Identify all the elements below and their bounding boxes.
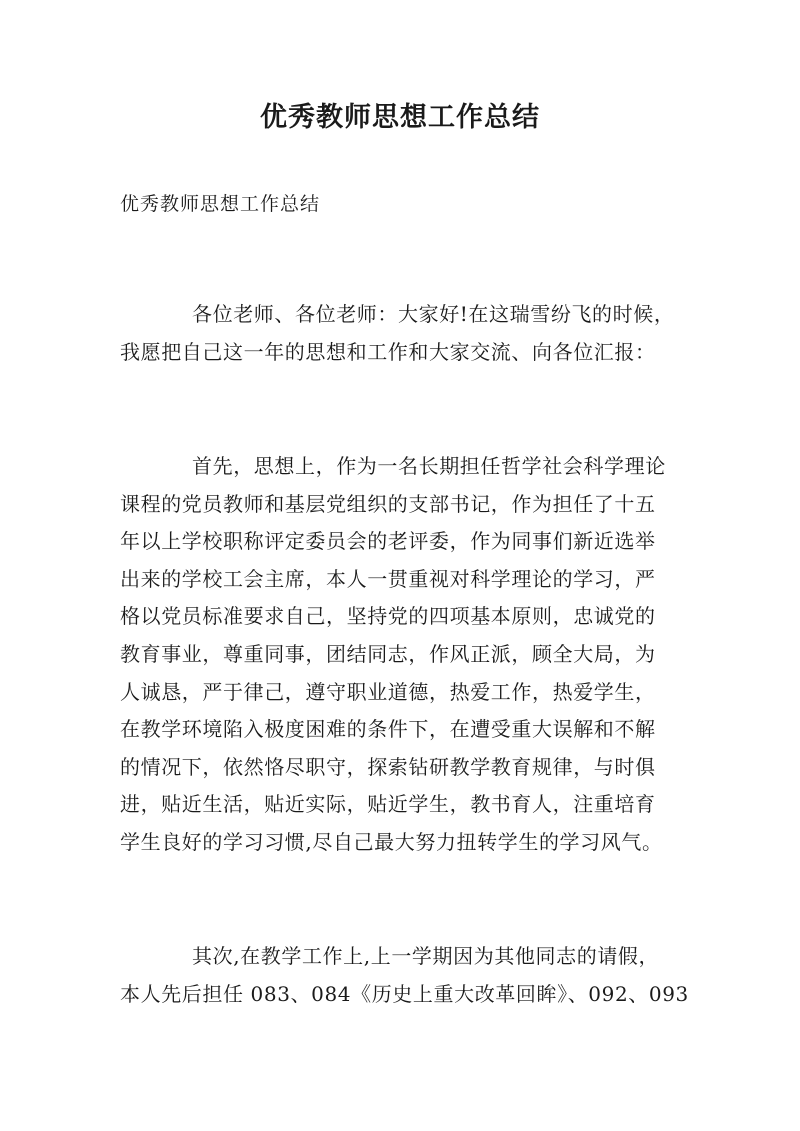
paragraph-line: 各位老师、各位老师：大家好!在这瑞雪纷飞的时候， bbox=[192, 302, 675, 326]
paragraph-line: 人诚恳，严于律己，遵守职业道德，热爱工作，热爱学生， bbox=[120, 679, 656, 704]
document-subtitle: 优秀教师思想工作总结 bbox=[120, 193, 321, 215]
paragraph-line: 年以上学校职称评定委员会的老评委，作为同事们新近选举 bbox=[120, 529, 656, 554]
paragraph-line: 出来的学校工会主席，本人一贯重视对科学理论的学习，严 bbox=[120, 566, 656, 591]
paragraph-line: 教育事业，尊重同事，团结同志，作风正派，顾全大局，为 bbox=[120, 641, 656, 666]
paragraph-greeting bbox=[120, 296, 685, 371]
paragraph-line: 课程的党员教师和基层党组织的支部书记，作为担任了十五 bbox=[120, 491, 656, 516]
paragraph-line: 在教学环境陷入极度困难的条件下，在遭受重大误解和不解 bbox=[120, 717, 656, 742]
paragraph-teaching bbox=[120, 938, 689, 1013]
paragraph-line: 学生良好的学习习惯,尽自己最大努力扭转学生的学习风气。 bbox=[120, 829, 663, 854]
paragraph-line: 其次,在教学工作上,上一学期因为其他同志的请假， bbox=[192, 944, 660, 968]
paragraph-line: 进，贴近生活，贴近实际，贴近学生，教书育人，注重培育 bbox=[120, 792, 656, 817]
paragraph-line: 格以党员标准要求自己，坚持党的四项基本原则，忠诚党的 bbox=[120, 604, 656, 629]
paragraph-line: 我愿把自己这一年的思想和工作和大家交流、向各位汇报： bbox=[120, 339, 656, 364]
paragraph-line: 首先，思想上，作为一名长期担任哲学社会科学理论 bbox=[192, 454, 666, 478]
document-title: 优秀教师思想工作总结 bbox=[260, 102, 540, 133]
paragraph-line: 本人先后担任 083、084《历史上重大改革回眸》、092、093 bbox=[120, 981, 689, 1006]
paragraph-line: 的情况下，依然恪尽职守，探索钻研教学教育规律，与时俱 bbox=[120, 754, 656, 779]
paragraph-thought bbox=[120, 448, 685, 862]
